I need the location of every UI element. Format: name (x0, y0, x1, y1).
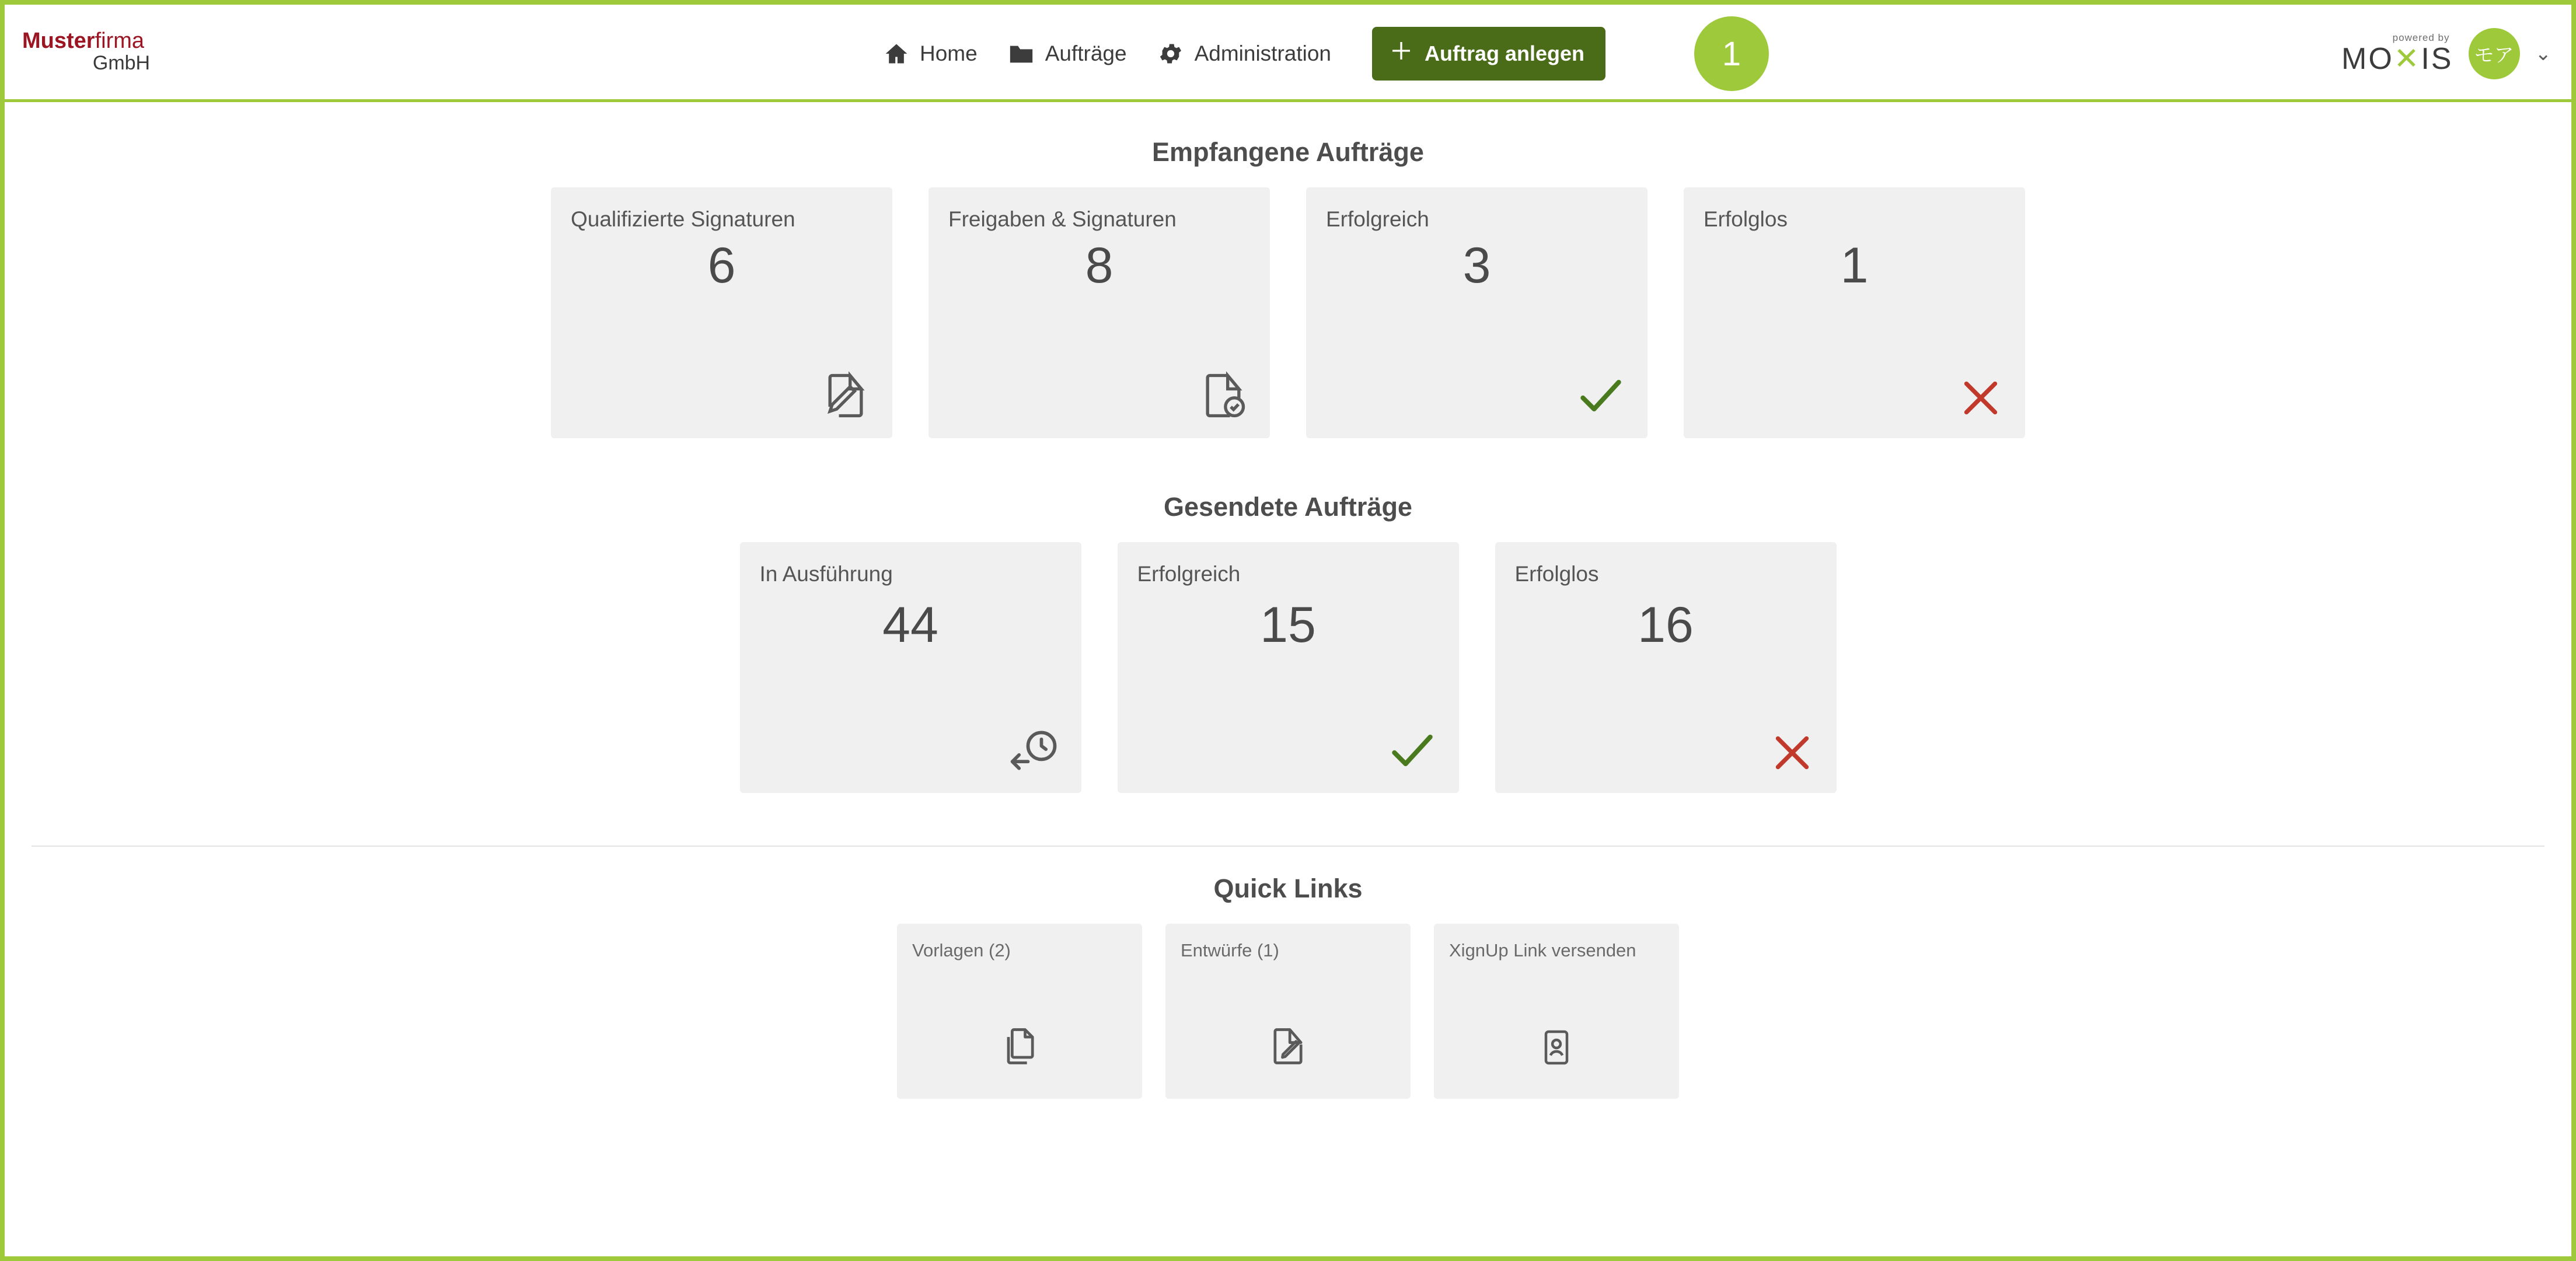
card-value: 3 (1462, 237, 1491, 294)
sent-cards-row (5, 542, 2571, 793)
main-navigation (868, 5, 1605, 102)
card-title: Erfolglos (1514, 562, 1599, 586)
card-erfolgreich-sent[interactable] (1118, 542, 1459, 793)
card-value: 16 (1638, 597, 1694, 654)
create-order-button-label: Auftrag anlegen (1425, 41, 1585, 65)
card-erfolgreich-received[interactable] (1306, 187, 1647, 438)
plus-icon (1390, 39, 1413, 68)
card-title: Erfolglos (1704, 207, 1788, 231)
card-erfolglos-sent[interactable] (1495, 542, 1837, 793)
header-right-cluster (2341, 5, 2551, 102)
check-icon (1574, 369, 1628, 425)
id-card-icon (1434, 1026, 1679, 1068)
section-title-sent: Gesendete Aufträge (1164, 492, 1412, 522)
quick-link-xignup[interactable] (1434, 924, 1679, 1099)
moxis-logo (2341, 33, 2453, 74)
moxis-wordmark-left: MO (2341, 42, 2394, 76)
received-cards-row (5, 187, 2571, 438)
nav-item-home[interactable] (868, 41, 993, 67)
card-value: 15 (1260, 597, 1316, 654)
quick-link-vorlagen[interactable] (897, 924, 1142, 1099)
gear-icon (1157, 40, 1184, 67)
card-value: 8 (1085, 237, 1114, 294)
quick-link-entwuerfe[interactable] (1165, 924, 1411, 1099)
folder-icon (1008, 40, 1035, 67)
logo-text-rest: firma (95, 29, 145, 54)
card-title: Freigaben & Signaturen (948, 207, 1177, 231)
section-title-quick-links: Quick Links (1213, 874, 1363, 903)
card-freigaben-signaturen[interactable] (929, 187, 1270, 438)
section-title-received: Empfangene Aufträge (1152, 137, 1424, 167)
quick-link-label: Entwürfe (1) (1181, 940, 1279, 960)
quick-links-row (5, 924, 2571, 1099)
card-title: Erfolgreich (1137, 562, 1241, 586)
moxis-wordmark-right: IS (2421, 42, 2453, 76)
nav-item-administration[interactable] (1142, 40, 1346, 67)
copy-document-icon (897, 1024, 1142, 1068)
nav-item-auftraege[interactable] (993, 40, 1142, 67)
quick-link-label: Vorlagen (2) (912, 940, 1011, 960)
quick-link-label: XignUp Link versenden (1449, 940, 1636, 960)
document-check-icon (1196, 369, 1250, 425)
cross-icon (1956, 373, 2005, 425)
avatar-label: モア (2474, 44, 2514, 67)
check-icon (1385, 724, 1439, 780)
nav-item-auftraege-label: Aufträge (1045, 41, 1127, 65)
card-title: In Ausführung (759, 562, 893, 586)
clock-back-icon (1008, 724, 1062, 780)
card-value: 1 (1840, 237, 1869, 294)
notification-badge-count: 1 (1722, 34, 1741, 73)
home-icon (884, 41, 909, 67)
card-value: 44 (882, 597, 938, 654)
nav-item-administration-label: Administration (1194, 41, 1332, 65)
create-order-button[interactable] (1372, 27, 1605, 81)
main-content (5, 102, 2571, 1099)
nav-item-home-label: Home (920, 41, 978, 65)
card-erfolglos-received[interactable] (1684, 187, 2025, 438)
chevron-down-icon[interactable]: ⌄ (2535, 42, 2551, 65)
moxis-powered-label: powered by (2392, 32, 2450, 43)
card-title: Qualifizierte Signaturen (571, 207, 795, 231)
logo-text-bold: Muster (22, 29, 95, 54)
app-header (5, 5, 2571, 102)
document-signature-icon (819, 369, 872, 425)
card-in-ausfuehrung[interactable] (740, 542, 1081, 793)
avatar[interactable] (2469, 28, 2520, 79)
notification-badge[interactable] (1694, 16, 1769, 91)
logo-subtext: GmbH (92, 52, 151, 75)
card-title: Erfolgreich (1326, 207, 1429, 231)
moxis-x-icon: ✕ (2393, 42, 2421, 76)
card-qualifizierte-signaturen[interactable] (551, 187, 892, 438)
cross-icon (1768, 728, 1817, 780)
section-divider (32, 846, 2544, 847)
moxis-wordmark (2341, 44, 2453, 74)
document-edit-icon (1165, 1024, 1411, 1068)
card-value: 6 (707, 237, 736, 294)
company-logo (22, 30, 197, 74)
